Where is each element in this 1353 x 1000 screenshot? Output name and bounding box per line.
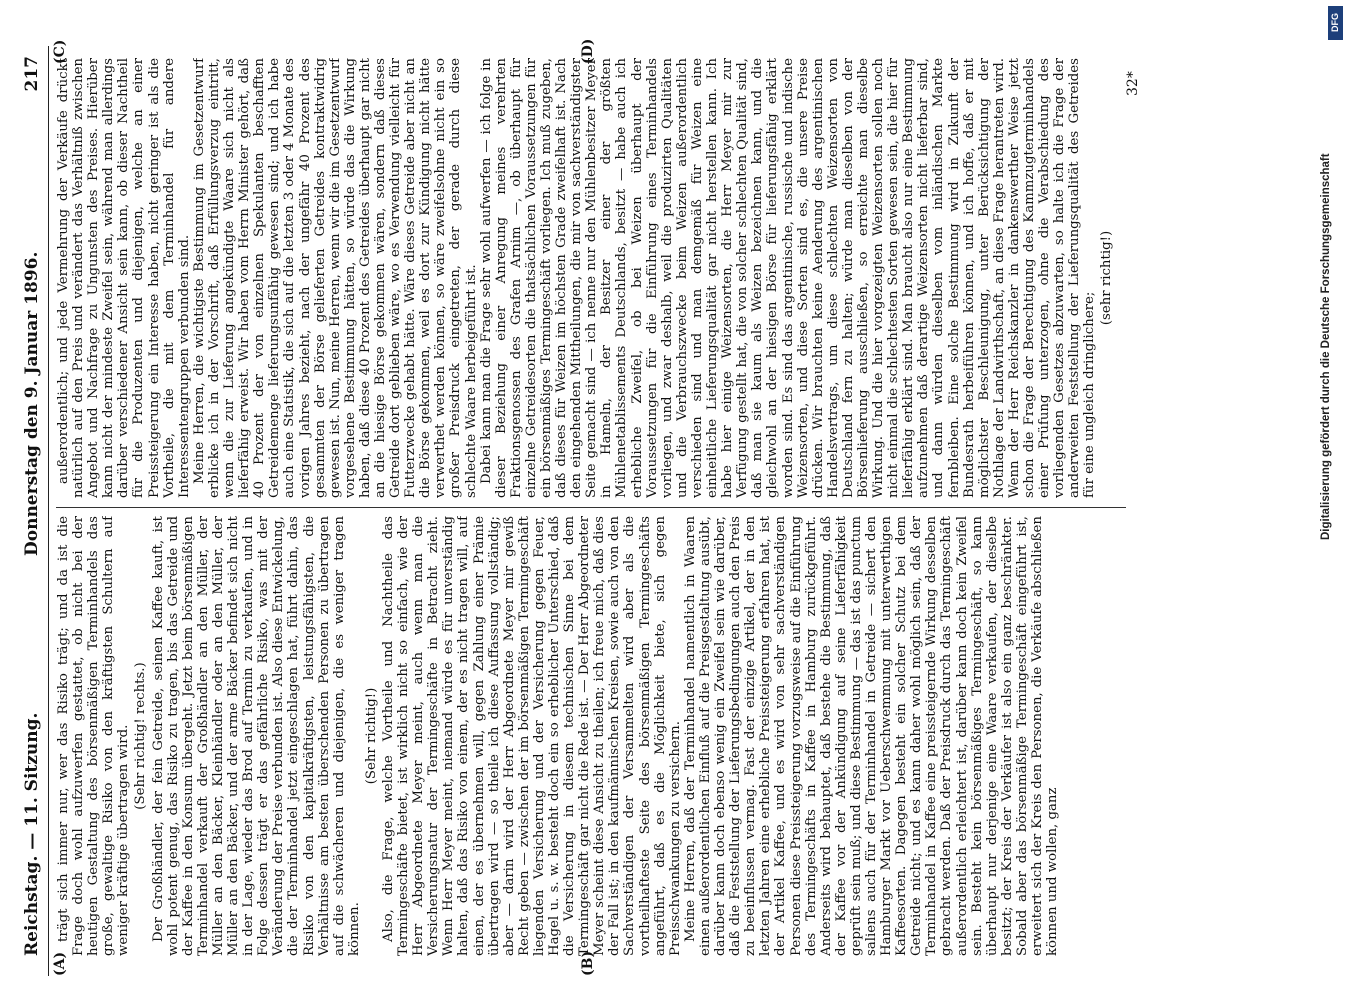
paragraph: Dabei kann man die Frage sehr wohl aufwerfen — ich folge in dieser Beziehung einer Anregung meines verehrten Fraktionsgenossen des Grafen Arnim —, ob überhaupt für einzelne Getreidesorten die thatsächlichen Voraussetzungen für ein börsenmäßiges Termingeschäft vorliegen. Ich muß zugeben, daß dieses für Weizen im höchsten Grade zweifelhaft ist. Nach den eingehenden Mittheilungen, die mir von sachverständigster Seite gemacht sind — ich nenne nur den Mühlenbesitzer Meyer in Hameln, der Besitzer einer der größten Mühlenetablissements Deutschlands, besitzt — habe auch ich erhebliche Zweifel, ob bei Weizen überhaupt der Voraussetzungen für die Einführung eines Terminhandels vorliegen, und zwar deshalb, weil die produzirten Qualitäten und die Verbrauchszwecke beim Weizen außerordentlich verschieden sind und man demgemäß für Weizen eine einheitliche Lieferungsqualität gar nicht herstellen kann. Ich habe hier einige Weizensorten, die Herr Meyer mir zur Verfügung gestellt hat, die von solcher schlechten Qualität sind, daß man sie kaum als Weizen bezeichnen kann, und die gleichwohl an der hiesigen Börse für lieferungsfähig erklärt worden sind. Es sind das argentinische, russische und indische Weizensorten, und diese Sorten sind es, die unsere Preise drücken. Wir brauchten keine Aenderung des argentinischen Handelsvertrags, um diese schlechten Weizensorten von Deutschland fern zu halten; würde man dieselben von der Börsenlieferung ausschließen, so erreichte man dieselbe Wirkung. Und die hier vorgezeigten Weizensorten sollen noch nicht einmal die schlechtesten Sorten gewesen sein, die hier für lieferfähig erklärt sind. Man braucht also nur eine Bestimmung aufzunehmen daß derartige Weizensorten nicht lieferbar sind, und dann würden dieselben vom inländischen Markte fernbleiben. Eine solche Bestimmung wird in Zukunft der Bundesrath herbeiführen können, und ich hoffe, daß er mit möglichster Beschleunigung, unter Berücksichtigung der Nothlage der Landwirthschaft, an diese Frage herantreten wird. Wenn der Herr Reichskanzler in dankenswerther Weise jetzt schon die Frage der Berechtigung des Kammzugterminhandels einer Prüfung unterzogen, ohne die Verabschiedung des vorliegenden Gesetzes abzuwarten, so halte ich die Frage der anderweiten Feststellung der Lieferungsqualität des Getreides für eine ungleich dringlichere; [478, 58, 1098, 498]
interjection: (sehr richtig!) [1099, 230, 1115, 326]
left-column [56, 516, 1116, 956]
page-header [20, 46, 49, 976]
sheet-number: 32* [1125, 71, 1141, 96]
interjection: (Sehr richtig! rechts.) [133, 662, 149, 810]
paragraph: Meine Herren, daß der Terminhandel namentlich in Waaren einen außerordentlichen Einfluß auf die Preisgestaltung ausübt, darüber kann doch ebenso wenig ein Zweifel sein wie darüber, daß die Feststellung der Lieferungsbedingungen auch den Preis zu beeinflussen vermag. Fast der einzige Artikel, der in den letzten Jahren eine erhebliche Preissteigerung erfahren hat, ist der Artikel Kaffee, und es wird von sehr sachverständigen Personen diese Preissteigerung vorzugsweise auf die Einführung des Termingeschäfts in Kaffee in Hamburg zurückgeführt. Anderseits wird behauptet, daß bestehe die Bestimmung, daß der Kaffee vor der Ankündigung auf seine Lieferfähigkeit geprüft sein muß; und diese Bestimmung — das ist das punctum saliens auch für der Terminhandel in Getreide — sichert den Hamburger Markt vor Ueberschwemmung mit unterwerthigen Kaffeesorten. Dagegen besteht ein solcher Schutz bei dem Getreide nicht; und es kann daher wohl möglich sein, daß der Terminhandel in Kaffee eine preissteigernde Wirkung desselben gebracht werden. Daß der Preisdruck durch das Termingeschäft außerordentlich erleichtert ist, darüber kann doch kein Zweifel sein. Besteht kein börsenmäßiges Termingeschäft, so kann überhaupt nur derjenige eine Waare verkaufen, der dieselbe besitzt; der Kreis der Verkäufer ist also ein ganz beschränkter. Sobald aber das börsenmäßige Termingeschäft eingeführt ist, erweitert sich der Kreis den Personen, die Verkäufe abschließen können und wollen, ganz [682, 516, 1061, 956]
column-marker-a: (A) [52, 951, 68, 976]
column-marker-c: (C) [52, 39, 68, 64]
dfg-logo: DFG [1328, 6, 1343, 40]
paragraph: außerordentlich; und jede Vermehrung der Verkäufe drückt natürlich auf den Preis und verändert das Verhältniß zwischen Angebot und Nachfrage zu Ungunsten des Preises. Hierüber kann nicht der mindeste Zweifel sein, während man allerdings darüber verschiedener Ansicht sein kann, ob dieser Nachtheil für die Produzenten und diejenigen, welche an einer Preissteigerung ein Interesse haben, nicht geringer ist als die Vortheile, die mit dem Terminhandel für andere Interessentengruppen verbunden sind. [56, 58, 192, 498]
right-column [56, 58, 1116, 498]
interjection: (Sehr richtig!) [363, 687, 379, 785]
header-session: Reichstag. — 11. Sitzung. [22, 712, 42, 956]
document-page [20, 38, 1275, 976]
digitization-credit: Digitalisierung gefördert durch die Deutsche Forschungsgemeinschaft [1320, 153, 1332, 540]
paragraph: Der Großhändler, der fein Getreide, seinen Kaffee kauft, ist wohl potent genug, das Risiko zu tragen, bis das Getreide und der Kaffee in den Konsum übergeht. Jetzt beim börsenmäßigen Terminhandel verkauft der Großhändler an den Müller, der Müller an den Bäcker, Kleinhändler oder an den Müller, der Müller an den Bäcker, und der arme Bäcker befindet sich nicht in der Lage, wieder das Brod auf Termin zu verkaufen, und in Folge dessen trägt er das gefährliche Risiko, was mit der Veränderung der Preise verbunden ist. Also diese Entwickelung, die der Terminhandel jetzt eingeschlagen hat, führt dahin, das Risiko von den kapitalkräftigsten, leistungsfähigsten, die Verhältnisse am besten überschenden Personen zu übertragen auf die schwächeren und diejenigen, die es weniger tragen können. [150, 516, 362, 956]
column-marker-b: (B) [580, 950, 596, 976]
paragraph: trägt sich immer nur, wer das Risiko trägt; und da ist die Frage doch wohl aufzuwerfen gestattet, ob nicht bei der heutigen Gestaltung des börsenmäßigen Terminhandels das große, gewaltige Risiko von den kräftigsten Schultern auf weniger kräftige übertragen wird. [56, 516, 132, 956]
paragraph: Also, die Frage, welche Vortheile und Nachtheile das Termingeschäfte bietet, ist wirklich nicht so einfach, wie der Herr Abgeordnete Meyer meint, auch wenn man die Versicherungsnatur der Termingeschäfte in Betracht zieht. Wenn Herr Meyer meint, niemand würde es für unverständig halten, daß das Risiko von einem, der es nicht tragen will, auf einen, der es übernehmen will, gegen Zahlung einer Prämie übertragen wird — so theile ich diese Auffassung vollständig; aber — darin wird der Herr Abgeordnete Meyer mir gewiß Recht geben — zwischen der im börsenmäßigen Termingeschäft liegenden Versicherung und der Versicherung gegen Feuer, Hagel u. s. w. besteht doch ein so erheblicher Unterschied, daß die Versicherung in diesem technischen Sinne bei dem Termingeschäft gar nicht die Rede ist. — Der Herr Abgeordneter Meyer scheint diese Ansicht zu theilen; ich freue mich, daß dies der Fall ist; in den kaufmännischen Kreisen, sowie auch von den Sachverständigen der Versammelten wird aber als die vortheilhafteste Seite des börsenmäßigen Termingeschäfts angeführt, daß es die Möglichkeit biete, sich gegen Preisschwankungen zu versichern. [380, 516, 683, 956]
column-divider [56, 507, 1126, 508]
header-page-number: 217 [22, 56, 42, 92]
header-date: Donnerstag den 9. Januar 1896. [22, 251, 42, 556]
column-marker-d: (D) [580, 38, 596, 64]
paragraph: Meine Herren, die wichtigste Bestimmung im Gesetzentwurf erblicke ich in der Vorschrift, daß Erfüllungsverzug eintritt, wenn die zur Lieferung angekündigte Waare sich nicht als lieferfähig erweist. Wir haben vom Herrn Minister gehört, daß 40 Prozent der von einzelnen Spekulanten beschafften Getreidemenge lieferungsunfähig gewesen sind; und ich habe auch eine Statistik, die sich auf die letzten 3 oder 4 Monate des vorigen Jahres bezieht, nach der ungefähr 40 Prozent des gesammten der Börse gelieferten Getreides kontraktwidrig gewesen ist. Nun, meine Herren, wenn wir die im Gesetzentwurf vorgesehene Bestimmung hätten, so würde das die Wirkung haben, daß diese 40 Prozent des Getreides überhaupt gar nicht an die hiesige Börse gekommen wären, sondern daß dieses Getreide dort geblieben wäre, wo es Verwendung vielleicht für Futterzwecke gehabt hätte. Wäre dieses Getreide aber nicht an die Börse gekommen, weil es dort zur Kündigung nicht hätte verwerthet werden können, so wäre zweifelsohne nicht ein so großer Preisdruck eingetreten, der gerade durch diese schlechte Waare herbeigeführt ist. [191, 58, 479, 498]
